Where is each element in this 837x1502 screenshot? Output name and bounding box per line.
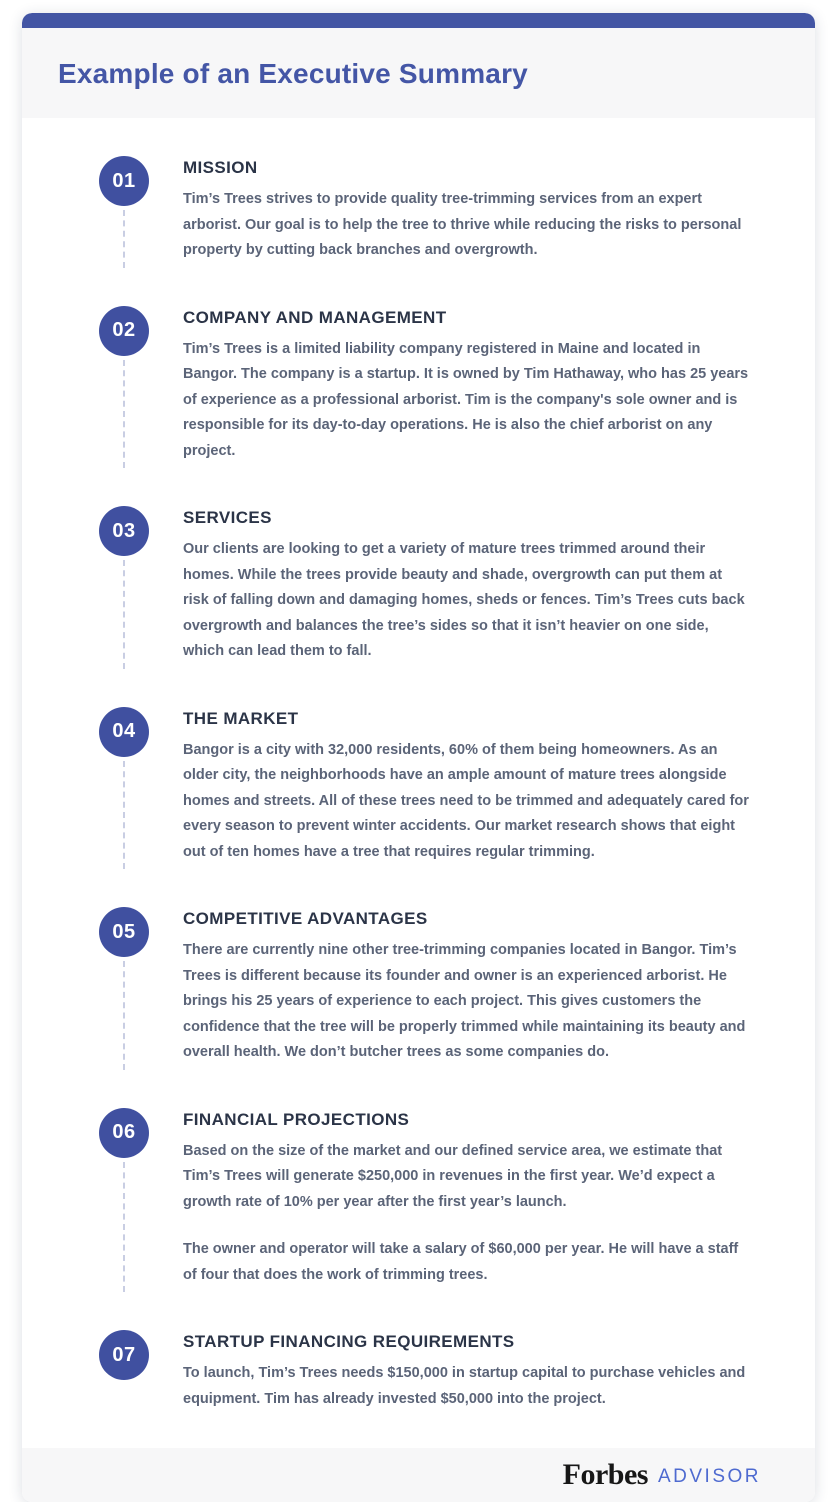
step-number-badge: 07 [99,1330,149,1380]
section-02 [99,306,749,507]
page-title: Example of an Executive Summary [58,58,528,89]
step-number-badge: 06 [99,1108,149,1158]
step-number-badge: 05 [99,907,149,957]
section-heading: MISSION [183,158,258,177]
timeline-connector [123,560,125,669]
advisor-logo-text: ADVISOR [657,1466,761,1488]
card-main [22,118,815,1448]
section-04 [99,707,749,908]
timeline-marker [99,506,149,665]
section-heading: SERVICES [183,508,272,528]
accent-top-bar [22,13,815,28]
section-heading: THE MARKET [183,708,299,728]
timeline-marker [99,306,149,465]
section-content [183,907,749,1066]
section-paragraph: There are currently nine other tree-trimming companies located in Bangor. Tim’s Trees is different because its founder and owner is an experienced arborist. He brings his 25 years of experience to each project. This gives customers the confidence that the tree will be properly trimmed while maintaining its beauty and overall health. We don’t butcher trees as some companies do. [183,942,746,1061]
step-number-badge: 01 [99,156,149,206]
timeline-connector [123,1162,125,1293]
section-paragraph: Tim’s Trees is a limited liability company registered in Maine and located in Bangor. The company is a startup. It is owned by Tim Hathaway, who has 25 years of experience as a professional arborist. Tim is the company's sole owner and is responsible for its day-to-day operations. He is also the chief arborist on any project. [183,340,749,459]
section-paragraph: Our clients are looking to get a variety of mature trees trimmed around their homes. While the trees provide beauty and shade, overgrowth can put them at risk of falling down and damaging homes, sheds or fences. Tim’s Trees cuts back overgrowth and balances the tree’s sides so that it isn’t heavier on one side, which can lead them to fall. [183,541,745,660]
timeline-marker [99,1108,149,1289]
section-heading: COMPANY AND MANAGEMENT [183,307,447,327]
section-05 [99,907,749,1108]
section-07 [99,1330,749,1422]
section-content [183,306,749,465]
executive-summary-card [22,13,815,1502]
forbes-logo: Forbes [562,1458,648,1492]
timeline-marker [99,707,149,866]
timeline-marker [99,156,149,264]
card-header [22,28,815,118]
section-heading: COMPETITIVE ADVANTAGES [183,909,428,929]
section-paragraph: The owner and operator will take a salary of $60,000 per year. He will have a staff of four that does the work of trimming trees. [183,1241,739,1283]
timeline-connector [123,210,125,268]
section-content [183,707,749,866]
section-heading: FINANCIAL PROJECTIONS [183,1109,410,1129]
section-paragraph: Bangor is a city with 32,000 residents, 60% of them being homeowners. As an older city, the neighborhoods have an ample amount of mature trees alongside homes and streets. All of these trees need to be trimmed and adequately cared for every season to prevent winter accidents. Our market research shows that eight out of ten homes have a tree that requires regular trimming. [183,741,749,860]
section-content [183,506,749,665]
section-content [183,1330,749,1412]
timeline-marker [99,1330,149,1412]
section-paragraph: Tim’s Trees strives to provide quality tree-trimming services from an expert arborist. Our goal is to help the tree to thrive while reducing the risks to personal property by cutting back branches and overgrowth. [183,191,742,259]
section-01 [99,156,749,306]
step-number-badge: 04 [99,707,149,757]
section-content [183,1108,749,1289]
section-content [183,156,749,264]
timeline-connector [123,761,125,870]
timeline [99,156,749,1422]
card-footer [22,1448,815,1502]
section-paragraph: Based on the size of the market and our defined service area, we estimate that Tim’s Trees will generate $250,000 in revenues in the first year. We’d expect a growth rate of 10% per year after the first year’s launch. [183,1142,723,1210]
timeline-marker [99,907,149,1066]
timeline-connector [123,961,125,1070]
timeline-connector [123,360,125,469]
section-paragraph: To launch, Tim’s Trees needs $150,000 in startup capital to purchase vehicles and equipment. Tim has already invested $50,000 into the project. [183,1365,746,1407]
step-number-badge: 03 [99,506,149,556]
section-heading: STARTUP FINANCING REQUIREMENTS [183,1332,515,1352]
step-number-badge: 02 [99,306,149,356]
section-06 [99,1108,749,1331]
section-03 [99,506,749,707]
